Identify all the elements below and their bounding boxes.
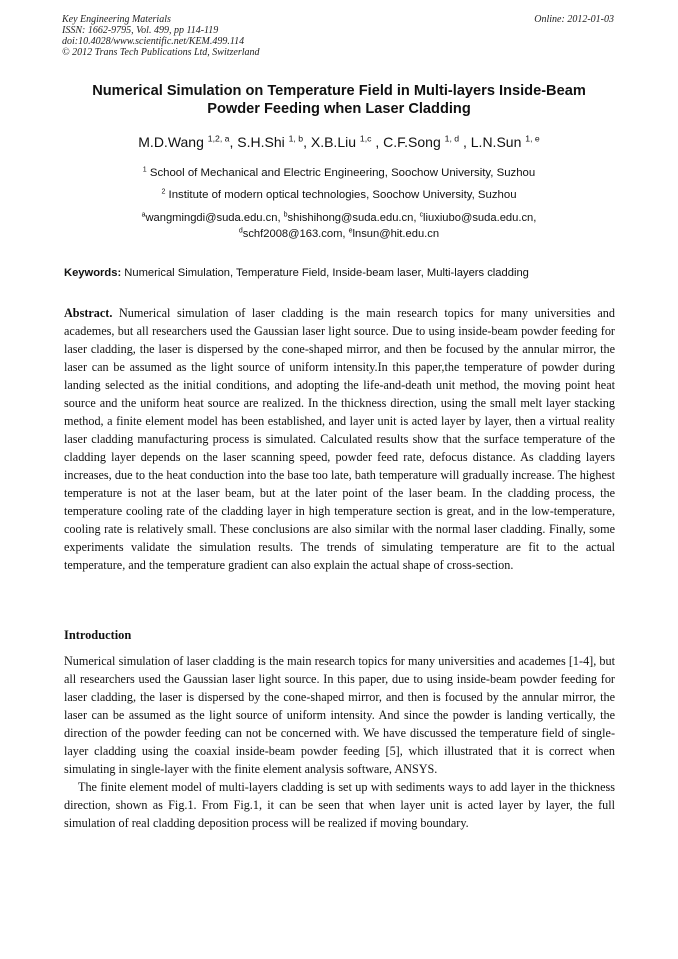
author: C.F.Song $^{1, d}$ , — [383, 133, 471, 150]
paper-title-line2: Powder Feeding when Laser Cladding — [207, 101, 471, 117]
abstract-text: Numerical simulation of laser cladding is the main research topics for many universities and academes, but all researchers used the Gaussian laser light source. Due to using inside-beam powder feeding for laser cladding, the laser is dispersed by the cone-shaped mirror, and then be focused by the annular mirror, the laser can be assumed as the light source of uniform intensity.In this paper,the temperature of powder during landing selected as the initial conditions, and adopting the life-and-death unit method, the moving point heat source and the uniform heat source are realized. In the thickness direction, using the small melt layer stacking method, a finite element model has been established, and layer unit is acted layer by layer, then a virtual reality laser cladding manufacturing process is simulated. Calculated results show that the surface temperature of the cladding layer depends on the laser scanning speed, powder feed rate, defocus distance. As cladding layers increases, due to the heat conduction into the base too late, bath temperature will gradually increase. The highest temperature is not at the laser beam, but at the later point of the laser beam. In the cladding process, the temperature cooling rate of the cladding layer in high temperature section is great, and in the low-temperature, cooling rate is relatively small. These conclusions are also similar with the normal laser cladding. Finally, some experiments validate the simulation results. The trends of simulating temperature are fit to the actual temperature, and the temperature gradient can also explain the actual shape of cross-section. — [64, 306, 615, 572]
journal-copyright: © 2012 Trans Tech Publications Ltd, Switzerland — [62, 47, 260, 58]
author: L.N.Sun $^{1, e}$ — [470, 133, 540, 150]
author: S.H.Shi $^{1, b}$, — [237, 133, 311, 150]
paper-title-line1: Numerical Simulation on Temperature Field in Multi-layers Inside-Beam — [92, 83, 586, 99]
section-heading-introduction: Introduction — [64, 628, 132, 642]
paragraph: Numerical simulation of laser cladding is the main research topics for many universities and academes [1-4], but all researchers used the Gaussian laser light source. In this paper, due to using inside-beam powder feeding for laser cladding, the laser is dispersed by the cone-shaped mirror, and then is focused by the annular mirror, the laser can be assumed as the light source of uniform intensity. And since the powder is landing vertically, the direction of the powder feeding can not be concerned with. We have discussed the temperature field of single-layer cladding using the coaxial inside-beam powder feeding [5], which illustrated that it is correct when simulating in single-layer with the finite element analysis software, ANSYS. — [64, 654, 615, 776]
affiliation-1: $^1$ School of Mechanical and Electric Engineering, Soochow University, Suzhou — [142, 166, 536, 179]
email-link[interactable]: shishihong@suda.edu.cn, — [287, 212, 420, 224]
introduction-body — [64, 652, 615, 832]
paragraph: The finite element model of multi-layers cladding is set up with sediments ways to add layer in the thickness direction, shown as Fig.1. From Fig.1, it can be seen that when layer unit is acted layer by layer, the full simulation of real cladding deposition process will be realized if moving boundary. — [64, 780, 615, 830]
journal-name: Key Engineering Materials — [62, 14, 171, 25]
abstract-label: Abstract. — [64, 306, 113, 320]
journal-issn: ISSN: 1662-9795, Vol. 499, pp 114-119 — [62, 25, 219, 36]
paper-title — [50, 82, 628, 118]
keywords-label: Keywords: — [64, 267, 122, 279]
journal-doi: doi:10.4028/www.scientific.net/KEM.499.114 — [62, 36, 245, 47]
keywords — [64, 266, 624, 280]
author: M.D.Wang $^{1,2, a}$, — [138, 133, 238, 150]
email-link[interactable]: lnsun@hit.edu.cn — [352, 228, 440, 240]
keywords-text: Numerical Simulation, Temperature Field, Inside-beam laser, Multi-layers cladding — [121, 267, 529, 279]
affiliation-2: $^2$ Institute of modern optical technologies, Soochow University, Suzhou — [161, 188, 517, 201]
author-emails — [0, 210, 678, 242]
abstract — [64, 304, 615, 574]
author: X.B.Liu $^{1,c}$ , — [310, 133, 384, 150]
email-link[interactable]: schf2008@163.com, — [242, 228, 349, 240]
email-link[interactable]: wangmingdi@suda.edu.cn, — [145, 212, 284, 224]
email-link[interactable]: liuxiubo@suda.edu.cn, — [423, 212, 537, 224]
journal-header — [62, 14, 260, 58]
online-date: Online: 2012-01-03 — [534, 14, 614, 25]
author-list — [0, 133, 678, 151]
email-line-1: $^a$wangmingdi@suda.edu.cn, $^b$shishihong@suda.edu.cn, $^c$liuxiubo@suda.edu.cn, — [141, 211, 537, 224]
email-line-2: $^d$schf2008@163.com, $^e$lnsun@hit.edu.cn — [238, 227, 440, 240]
